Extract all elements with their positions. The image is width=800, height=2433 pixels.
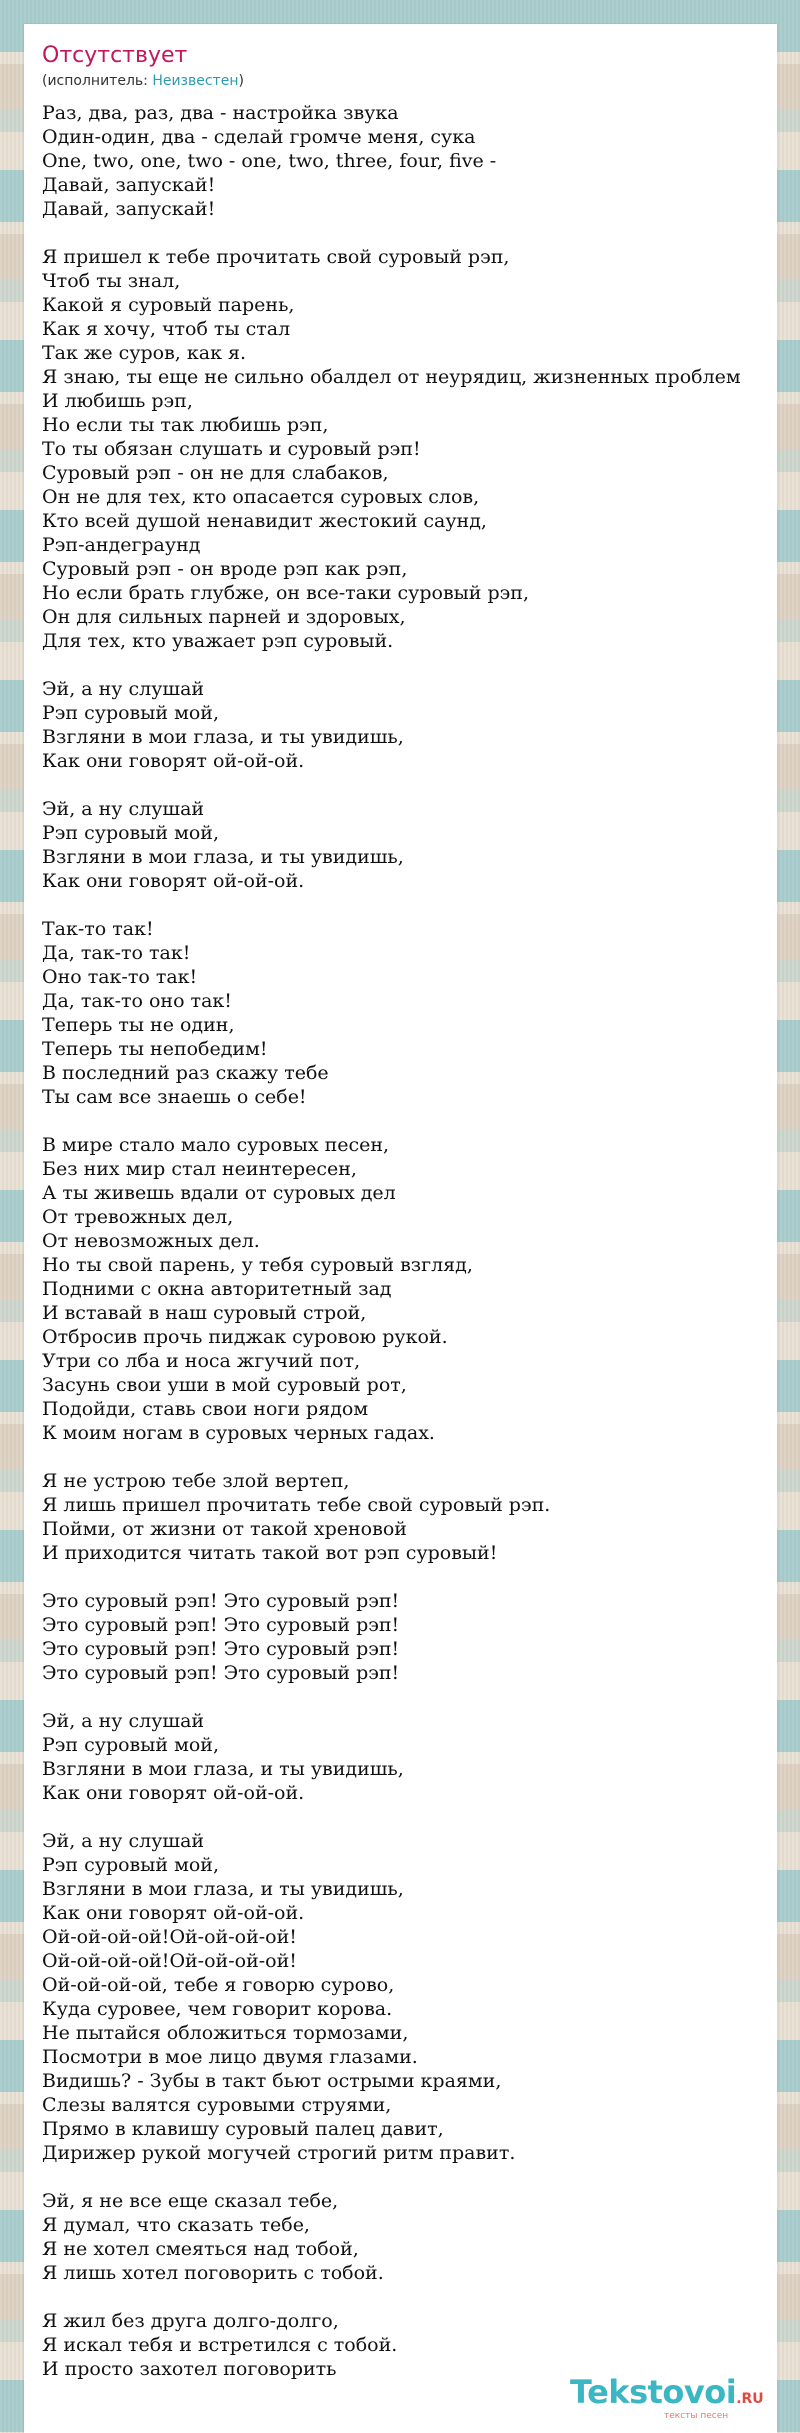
lyric-line: One, two, one, two - one, two, three, four, five - xyxy=(42,150,497,172)
lyric-line: От невозможных дел. xyxy=(42,1230,260,1252)
lyric-line xyxy=(42,221,777,245)
lyric-line: Рэп-андеграунд xyxy=(42,534,201,556)
lyric-line: Я не устрою тебе злой вертеп, xyxy=(42,1470,350,1492)
lyric-line: Давай, запускай! xyxy=(42,198,216,220)
lyric-line: Не пытайся обложиться тормозами, xyxy=(42,2022,409,2044)
lyric-line: Как они говорят ой-ой-ой. xyxy=(42,1902,305,1924)
lyric-line: Да, так-то так! xyxy=(42,942,191,964)
lyric-line: Утри со лба и носа жгучий пот, xyxy=(42,1350,361,1372)
lyric-line: Как они говорят ой-ой-ой. xyxy=(42,750,305,772)
lyric-line: Видишь? - Зубы в такт бьют острыми краями, xyxy=(42,2070,502,2092)
lyric-line: Подойди, ставь свои ноги рядом xyxy=(42,1398,369,1420)
lyric-line: И просто захотел поговорить xyxy=(42,2358,337,2380)
lyric-line: Это суровый рэп! Это суровый рэп! xyxy=(42,1638,400,1660)
lyrics-card xyxy=(24,24,777,2433)
lyric-line: Я искал тебя и встретился с тобой. xyxy=(42,2334,398,2356)
lyric-line: Я лишь хотел поговорить с тобой. xyxy=(42,2262,384,2284)
lyric-line: Один-один, два - сделай громче меня, сука xyxy=(42,126,476,148)
lyric-line: Как они говорят ой-ой-ой. xyxy=(42,1782,305,1804)
lyric-line: Но ты свой парень, у тебя суровый взгляд, xyxy=(42,1254,473,1276)
lyric-line xyxy=(42,1805,777,1829)
lyric-line: Я жил без друга долго-долго, xyxy=(42,2310,339,2332)
lyric-line: Взгляни в мои глаза, и ты увидишь, xyxy=(42,1878,404,1900)
artist-line xyxy=(42,72,244,90)
artist-prefix: (исполнитель: xyxy=(42,73,153,89)
lyric-line: Ой-ой-ой-ой!Ой-ой-ой-ой! xyxy=(42,1950,297,1972)
lyric-line xyxy=(42,2165,777,2189)
lyric-line: Засунь свои уши в мой суровый рот, xyxy=(42,1374,407,1396)
lyric-line: И вставай в наш суровый строй, xyxy=(42,1302,367,1324)
lyric-line: Это суровый рэп! Это суровый рэп! xyxy=(42,1662,400,1684)
lyric-line: Эй, я не все еще сказал тебе, xyxy=(42,2190,339,2212)
lyric-line xyxy=(42,1109,777,1133)
lyric-line: Куда суровее, чем говорит корова. xyxy=(42,1998,393,2020)
lyric-line: Взгляни в мои глаза, и ты увидишь, xyxy=(42,1758,404,1780)
lyric-line xyxy=(42,653,777,677)
lyric-line: Ой-ой-ой-ой!Ой-ой-ой-ой! xyxy=(42,1926,297,1948)
lyric-line: Ой-ой-ой-ой, тебе я говорю сурово, xyxy=(42,1974,395,1996)
lyric-line: Так-то так! xyxy=(42,918,154,940)
lyric-line: Эй, а ну слушай xyxy=(42,678,205,700)
lyric-line: В мире стало мало суровых песен, xyxy=(42,1134,390,1156)
lyric-line: Теперь ты не один, xyxy=(42,1014,235,1036)
logo-tld: .RU xyxy=(736,2391,764,2407)
lyric-line: Дирижер рукой могучей строгий ритм правит. xyxy=(42,2142,516,2164)
lyric-line xyxy=(42,1685,777,1709)
lyric-line: Рэп суровый мой, xyxy=(42,822,219,844)
lyric-line: От тревожных дел, xyxy=(42,1206,234,1228)
lyric-line: Я пришел к тебе прочитать свой суровый рэп, xyxy=(42,246,510,268)
lyric-line: Это суровый рэп! Это суровый рэп! xyxy=(42,1614,400,1636)
logo-tagline: тексты песен xyxy=(664,2411,729,2421)
lyric-line: Прямо в клавишу суровый палец давит, xyxy=(42,2118,444,2140)
lyric-line xyxy=(42,1445,777,1469)
artist-link[interactable]: Неизвестен xyxy=(152,73,239,89)
lyric-line: Эй, а ну слушай xyxy=(42,798,205,820)
lyric-line: Посмотри в мое лицо двумя глазами. xyxy=(42,2046,418,2068)
lyric-line: Как они говорят ой-ой-ой. xyxy=(42,870,305,892)
lyric-line: Ты сам все знаешь о себе! xyxy=(42,1086,307,1108)
lyric-line: Слезы валятся суровыми струями, xyxy=(42,2094,392,2116)
lyric-line: Рэп суровый мой, xyxy=(42,702,219,724)
lyric-line: Я лишь пришел прочитать тебе свой суровый рэп. xyxy=(42,1494,551,1516)
lyric-line: Он для сильных парней и здоровых, xyxy=(42,606,406,628)
lyric-line: То ты обязан слушать и суровый рэп! xyxy=(42,438,421,460)
lyric-line: Взгляни в мои глаза, и ты увидишь, xyxy=(42,846,404,868)
lyric-line: Но если брать глубже, он все-таки суровый рэп, xyxy=(42,582,529,604)
lyric-line: Эй, а ну слушай xyxy=(42,1710,205,1732)
lyric-line: Так же суров, как я. xyxy=(42,342,247,364)
lyric-line: Пойми, от жизни от такой хреновой xyxy=(42,1518,407,1540)
lyric-line: В последний раз скажу тебе xyxy=(42,1062,329,1084)
lyric-line: Суровый рэп - он не для слабаков, xyxy=(42,462,389,484)
lyrics-text xyxy=(42,101,777,2381)
lyric-line: Без них мир стал неинтересен, xyxy=(42,1158,357,1180)
lyric-line: А ты живешь вдали от суровых дел xyxy=(42,1182,396,1204)
lyric-line: Оно так-то так! xyxy=(42,966,198,988)
artist-suffix: ) xyxy=(238,73,244,89)
lyric-line: Какой я суровый парень, xyxy=(42,294,295,316)
lyric-line: Это суровый рэп! Это суровый рэп! xyxy=(42,1590,400,1612)
lyric-line: Раз, два, раз, два - настройка звука xyxy=(42,102,399,124)
lyric-line: И приходится читать такой вот рэп суровый! xyxy=(42,1542,498,1564)
lyric-line: И любишь рэп, xyxy=(42,390,193,412)
lyric-line: Суровый рэп - он вроде рэп как рэп, xyxy=(42,558,408,580)
lyric-line: Я знаю, ты еще не сильно обалдел от неурядиц, жизненных проблем xyxy=(42,366,741,388)
lyric-line: Я думал, что сказать тебе, xyxy=(42,2214,310,2236)
lyric-line: Для тех, кто уважает рэп суровый. xyxy=(42,630,394,652)
lyric-line: К моим ногам в суровых черных гадах. xyxy=(42,1422,435,1444)
lyric-line: Подними с окна авторитетный зад xyxy=(42,1278,392,1300)
lyric-line: Рэп суровый мой, xyxy=(42,1734,219,1756)
lyric-line: Но если ты так любишь рэп, xyxy=(42,414,329,436)
lyric-line: Эй, а ну слушай xyxy=(42,1830,205,1852)
lyric-line xyxy=(42,1565,777,1589)
logo-name: Tekstovoi xyxy=(570,2373,737,2411)
lyric-line: Чтоб ты знал, xyxy=(42,270,181,292)
lyric-line: Я не хотел смеяться над тобой, xyxy=(42,2238,359,2260)
lyric-line: Да, так-то оно так! xyxy=(42,990,232,1012)
lyric-line xyxy=(42,2285,777,2309)
lyric-line: Как я хочу, чтоб ты стал xyxy=(42,318,291,340)
lyric-line: Отбросив прочь пиджак суровою рукой. xyxy=(42,1326,448,1348)
lyric-line xyxy=(42,773,777,797)
lyric-line xyxy=(42,893,777,917)
lyric-line: Взгляни в мои глаза, и ты увидишь, xyxy=(42,726,404,748)
song-title: Отсутствует xyxy=(42,43,188,68)
lyric-line: Давай, запускай! xyxy=(42,174,216,196)
lyric-line: Теперь ты непобедим! xyxy=(42,1038,268,1060)
lyric-line: Рэп суровый мой, xyxy=(42,1854,219,1876)
lyric-line: Кто всей душой ненавидит жестокий саунд, xyxy=(42,510,487,532)
lyric-line: Он не для тех, кто опасается суровых слов, xyxy=(42,486,480,508)
